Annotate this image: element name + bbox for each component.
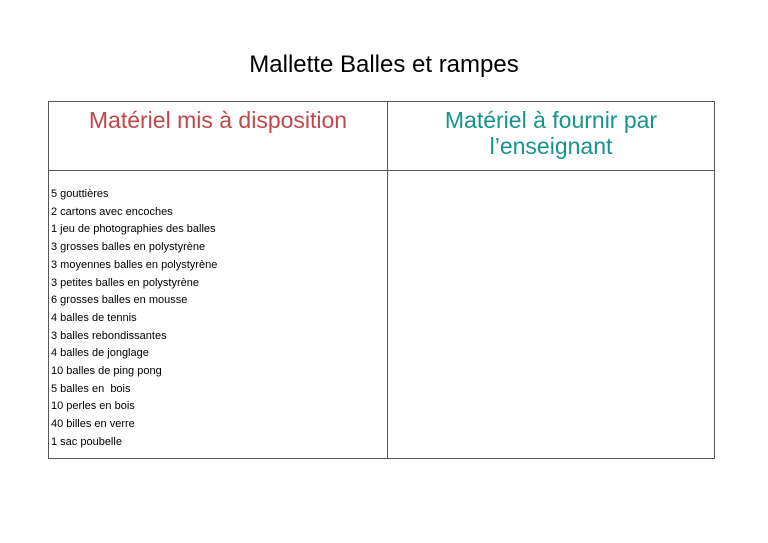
page-title: Mallette Balles et rampes xyxy=(249,51,519,78)
list-item: 2 cartons avec encoches xyxy=(51,205,173,218)
header-row xyxy=(49,102,715,171)
list-item: 5 balles en bois xyxy=(51,382,131,395)
teacher-materials-cell xyxy=(388,171,715,459)
list-item: 5 gouttières xyxy=(51,188,109,200)
provided-materials-header: Matériel mis à disposition xyxy=(49,102,388,171)
list-item: 10 perles en bois xyxy=(51,400,135,413)
list-item: 4 balles de jonglage xyxy=(51,347,149,360)
list-item: 3 grosses balles en polystyrène xyxy=(51,241,206,254)
list-item: 3 balles rebondissantes xyxy=(51,329,167,342)
list-item: 1 sac poubelle xyxy=(51,435,122,448)
content-row xyxy=(49,171,715,459)
teacher-materials-header: Matériel à fournir par l’enseignant xyxy=(388,102,715,171)
list-item: 1 jeu de photographies des balles xyxy=(51,223,216,236)
list-item: 3 moyennes balles en polystyrène xyxy=(51,258,218,271)
materials-table xyxy=(48,101,715,459)
list-item: 6 grosses balles en mousse xyxy=(51,294,188,307)
list-item: 4 balles de tennis xyxy=(51,311,137,324)
provided-materials-list xyxy=(49,171,387,452)
provided-materials-cell xyxy=(49,171,388,459)
list-item: 40 billes en verre xyxy=(51,418,135,431)
list-item: 10 balles de ping pong xyxy=(51,365,162,378)
list-item: 3 petites balles en polystyrène xyxy=(51,276,199,289)
